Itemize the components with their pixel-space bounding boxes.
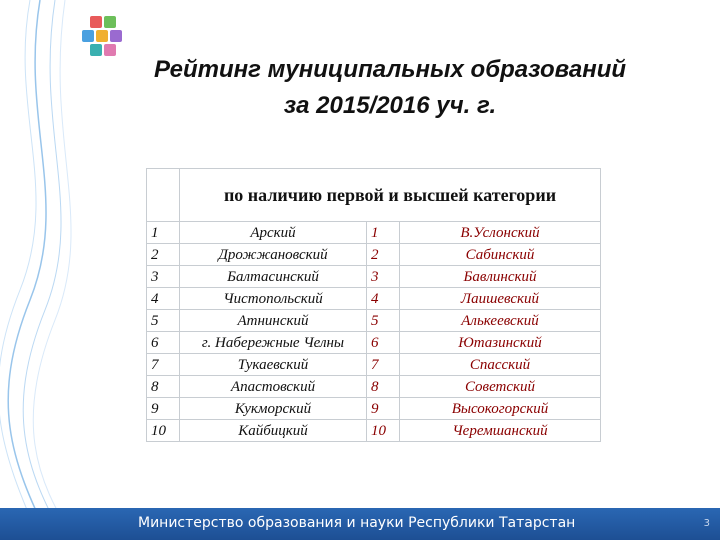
municipality-right: Лаишевский: [400, 288, 601, 310]
municipality-right: Спасский: [400, 354, 601, 376]
rank-right: 2: [367, 244, 400, 266]
rank-right: 4: [367, 288, 400, 310]
table-row: [147, 420, 601, 442]
table-row: [147, 398, 601, 420]
footer-text: Министерство образования и науки Республики Татарстан: [138, 515, 576, 531]
empty-header-cell: [147, 169, 180, 222]
municipality-left: Арский: [180, 222, 367, 244]
decorative-swirl: [0, 0, 120, 540]
rank-right: 1: [367, 222, 400, 244]
table-row: [147, 332, 601, 354]
municipality-left: Апастовский: [180, 376, 367, 398]
rank-left: 7: [147, 354, 180, 376]
rank-right: 7: [367, 354, 400, 376]
municipality-right: Сабинский: [400, 244, 601, 266]
table-header-row: [147, 169, 601, 222]
municipality-right: Ютазинский: [400, 332, 601, 354]
rank-left: 10: [147, 420, 180, 442]
rank-left: 5: [147, 310, 180, 332]
municipality-left: Дрожжановский: [180, 244, 367, 266]
municipality-left: Кайбицкий: [180, 420, 367, 442]
rank-left: 4: [147, 288, 180, 310]
table-row: [147, 244, 601, 266]
rank-right: 10: [367, 420, 400, 442]
footer-bar: [0, 508, 720, 540]
table-row: [147, 354, 601, 376]
rank-left: 1: [147, 222, 180, 244]
page-number: 3: [703, 518, 710, 529]
table-row: [147, 288, 601, 310]
municipality-right: Советский: [400, 376, 601, 398]
municipality-left: Балтасинский: [180, 266, 367, 288]
table-header: по наличию первой и высшей категории: [180, 169, 601, 222]
municipality-right: Бавлинский: [400, 266, 601, 288]
title-line-1: Рейтинг муниципальных образований: [153, 56, 627, 83]
rank-left: 6: [147, 332, 180, 354]
rank-right: 3: [367, 266, 400, 288]
table-row: [147, 266, 601, 288]
municipality-left: Атнинский: [180, 310, 367, 332]
table-row: [147, 222, 601, 244]
municipality-right: В.Услонский: [400, 222, 601, 244]
rank-right: 5: [367, 310, 400, 332]
rank-right: 9: [367, 398, 400, 420]
rank-left: 2: [147, 244, 180, 266]
table-row: [147, 310, 601, 332]
municipality-right: Алькеевский: [400, 310, 601, 332]
table-row: [147, 376, 601, 398]
rank-left: 3: [147, 266, 180, 288]
municipality-left: Кукморский: [180, 398, 367, 420]
rating-table: [146, 168, 601, 442]
municipality-right: Черемшанский: [400, 420, 601, 442]
municipality-left: Чистопольский: [180, 288, 367, 310]
municipality-right: Высокогорский: [400, 398, 601, 420]
rank-right: 8: [367, 376, 400, 398]
rank-right: 6: [367, 332, 400, 354]
municipality-left: г. Набережные Челны: [180, 332, 367, 354]
rank-left: 9: [147, 398, 180, 420]
title-line-2: за 2015/2016 уч. г.: [283, 92, 497, 119]
rank-left: 8: [147, 376, 180, 398]
municipality-left: Тукаевский: [180, 354, 367, 376]
slide-title: [110, 52, 670, 124]
